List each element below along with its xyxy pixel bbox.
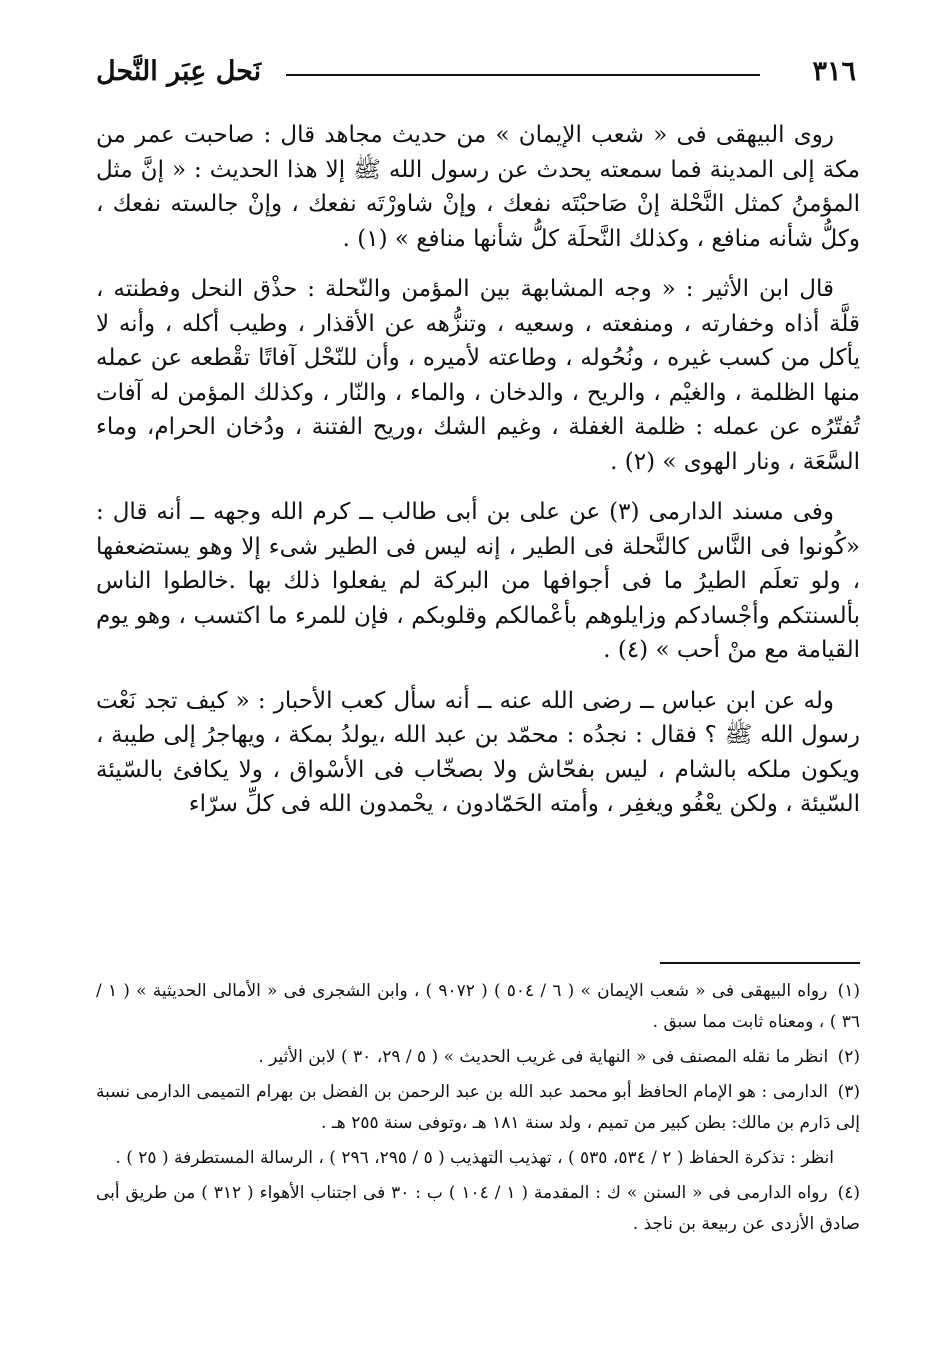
footnote-text: الدارمى : هو الإمام الحافظ أبو محمد عبد الله بن عبد الرحمن بن الفضل بن بهرام التميمى الدارمى نسبة إلى دَارم بن مالك: بطن كبير من تميم ، ولد سنة ١٨١ هـ ،وتوفى سنة ٢٥٥ هـ . [96, 1082, 860, 1133]
footnote-separator [660, 962, 860, 964]
main-text [96, 118, 860, 822]
page-header [96, 52, 856, 92]
header-rule [286, 74, 760, 76]
paragraph-3: وفى مسند الدارمى (٣) عن على بن أبى طالب ــ كرم الله وجهه ــ أنه قال : «كُونوا فى النَّاس كالنَّحلة فى الطير ، إنه ليس فى الطير شىء إلا وهو يستضعفها ، ولو تعلَم الطيرُ ما فى أجوافها من البركة لم يفعلوا ذلك بها .خالطوا الناس بألسنتكم وأجْسادكم وزايلوهم بأعْمالكم وقلوبكم ، فإن للمرء ما اكتسب ، وهو يوم القيامة مع منْ أحب » (٤) . [96, 499, 860, 663]
page-number: ٣١٦ [812, 56, 856, 87]
footnote-1 [96, 976, 860, 1038]
footnote-text: انظر ما نقله المصنف فى « النهاية فى غريب الحديث » ( ٥ / ٢٩، ٣٠ ) لابن الأثير . [258, 1047, 829, 1067]
footnote-number: (٣) [837, 1082, 860, 1102]
footnote-2 [96, 1042, 860, 1073]
footnote-3-sources: انظر : تذكرة الحفاظ ( ٢ / ٥٣٤، ٥٣٥ ) ، تهذيب التهذيب ( ٥ / ٢٩٥، ٢٩٦ ) ، الرسالة المستطرفة ( ٢٥ ) . [115, 1148, 834, 1168]
footnote-text: رواه البيهقى فى « شعب الإيمان » ( ٦ / ٥٠٤ ) ( ٩٠٧٢ ) ، وابن الشجرى فى « الأمالى الحديثية » ( ١ / ٣٦ ) ، ومعناه ثابت مما سبق . [96, 981, 860, 1032]
running-title: نَحل عِبَر النَّحل [96, 56, 262, 87]
paragraph-2: قال ابن الأثير : « وجه المشابهة بين المؤمن والنّحلة : حذْق النحل وفطنته ، قلَّة أذاه وخفارته ، ومنفعته ، وسعيه ، وتنزُّهه عن الأقذار ، وطيب أكله ، وأنه لا يأكل من كسب غيره ، ونُحُوله ، وطاعته لأميره ، وأن للنّحْل آفاتًا تقْطعه عن عمله منها الظلمة ، والغيْم ، والريح ، والدخان ، والماء ، والنّار ، وكذلك المؤمن له آفات تُفتّرُه عن عمله : ظلمة الغفلة ، وغيم الشك ،وريح الفتنة ، ودُخان الحرام، وماء السَّعَة ، ونار الهوى » (٢) . [96, 276, 860, 475]
footnote-number: (١) [837, 981, 860, 1001]
footnote-3 [96, 1077, 860, 1139]
paragraph-1: روى البيهقى فى « شعب الإيمان » من حديث مجاهد قال : صاحبت عمر من مكة إلى المدينة فما سمعته يحدث عن رسول الله ﷺ إلا هذا الحديث : « إنَّ مثل المؤمنُ كمثل النَّحْلة إنْ صَاحبْتَه نفعك ، وإنْ شاورْتَه نفعك ، وإنْ جالسته نفعك ، وكلُّ شأنه منافع ، وكذلك النَّحلَة كلُّ شأنها منافع » (١) . [96, 122, 860, 252]
paragraph-4: وله عن ابن عباس ــ رضى الله عنه ــ أنه سأل كعب الأحبار : « كيف تجد نَعْت رسول الله ﷺ ؟ فقال : نجدُه : محمّد بن عبد الله ،يولدُ بمكة ، ويهاجرُ إلى طيبة ، ويكون ملكه بالشام ، ليس بفحّاش ولا بصخّاب فى الأسْواق ، ولا يكافئ بالسّيئة السّيئة ، ولكن يعْفُو ويغفِر ، وأمته الحَمّادون ، يحْمدون الله فى كلِّ سرّاء [96, 687, 860, 817]
footnote-number: (٤) [837, 1183, 860, 1203]
footnote-text: رواه الدارمى فى « السنن » ك : المقدمة ( ١ / ١٠٤ ) ب : ٣٠ فى اجتناب الأهواء ( ٣١٢ ) من طريق أبى صادق الأزدى عن ربيعة بن ناجذ . [96, 1183, 860, 1234]
footnote-number: (٢) [837, 1047, 860, 1067]
footnotes [96, 976, 860, 1244]
footnote-4 [96, 1178, 860, 1240]
